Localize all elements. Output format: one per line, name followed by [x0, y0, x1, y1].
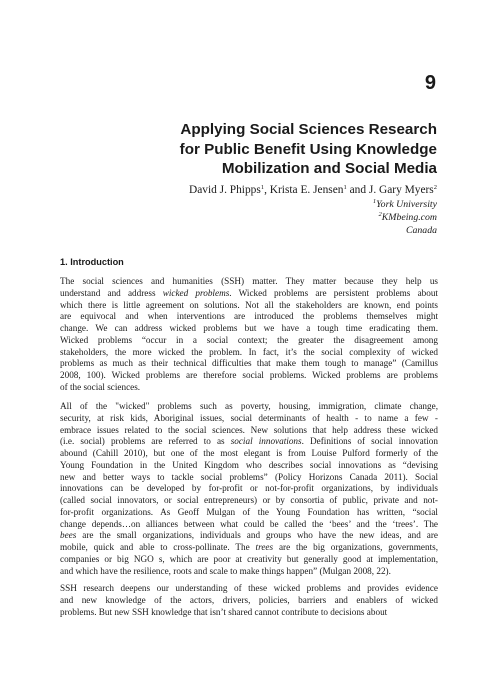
affiliation-name: York University: [376, 199, 437, 210]
affiliation-2: [379, 212, 437, 224]
chapter-title: [117, 120, 437, 179]
author-affiliation-marker: 1: [343, 184, 347, 191]
text-line: [60, 335, 438, 347]
text-line: [60, 300, 438, 312]
text-run: security, at risk kids, Aboriginal issues, social determinants of health - to name a few -: [60, 412, 438, 423]
text-run: The social sciences and humanities (SSH) matter. They matter because they help us: [60, 276, 438, 286]
chapter-number: 9: [424, 72, 436, 94]
text-line: [60, 566, 438, 578]
text-run: which there is little agreement on solutions. Not all the stakeholders are known, end points: [60, 299, 438, 310]
text-line: [60, 347, 438, 359]
text-line: [60, 583, 438, 595]
text-run: stakeholders, the more wicked the problem. In fact, it’s the social complexity of wicked: [60, 346, 438, 357]
text-line: [60, 595, 438, 607]
text-line: [60, 495, 438, 507]
text-line: [60, 288, 438, 300]
text-run: change depends…on alliances between what could be called the ‘bees’ and the ‘trees’. The: [60, 518, 438, 529]
text-run: Wicked problems “occur in a social context; the greater the disagreement among: [60, 334, 438, 345]
text-run: (called social innovators, or social entrepreneurs) or by consortia of public, private and not-: [60, 495, 438, 505]
text-run: . Wicked problems are persistent problems about: [229, 287, 438, 298]
affiliation-marker: 2: [378, 211, 382, 218]
chapter-title-line: Applying Social Sciences Research: [180, 121, 437, 138]
author-name: J. Gary Myers: [368, 184, 434, 196]
chapter-title-line: Mobilization and Social Media: [221, 160, 437, 177]
paragraph: [60, 401, 438, 577]
affiliation-name: KMbeing.com: [381, 212, 437, 223]
text-line: [60, 370, 438, 382]
text-run: problems as much as their technical difficulties that make them tough to manage” (Camillus: [60, 358, 438, 369]
text-line: [60, 413, 438, 425]
text-run: understand and address: [60, 287, 163, 298]
text-run: problems. But new SSH knowledge that isn’t shared cannot contribute to decisions about: [60, 606, 388, 617]
text-line: [60, 382, 438, 394]
text-line: [60, 483, 438, 495]
text-run: SSH research deepens our understanding of these wicked problems and provides evidence: [60, 583, 438, 593]
text-line: [60, 311, 438, 323]
text-line: [60, 530, 438, 542]
text-line: [60, 554, 438, 566]
text-line: [60, 425, 438, 437]
author-separator: ,: [264, 184, 270, 196]
text-run: of the social sciences.: [60, 381, 141, 392]
text-run: . Definitions of social innovation: [301, 436, 438, 447]
text-run: are the small organizations, individuals and groups who have the new ideas, and are: [76, 530, 438, 541]
affiliation-country: Canada: [405, 225, 437, 236]
text-run: change. We can address wicked problems but we have a tough time eradicating them.: [60, 323, 438, 333]
text-line: [60, 448, 438, 460]
text-run: are the big organizations, governments,: [273, 542, 438, 552]
text-run: and new knowledge of the actors, drivers, policies, barriers and enablers of wicked: [60, 594, 438, 605]
author-name: Krista E. Jensen: [269, 184, 344, 196]
text-line: [60, 358, 438, 370]
text-run: and which have the resilience, roots and scale to make things happen” (Mulgan 2008, 22).: [60, 565, 391, 576]
text-run: new and better ways to tackle social problems” (Policy Horizons Canada 2011). Social: [60, 471, 438, 482]
paragraph: [60, 276, 438, 394]
text-run: Young Foundation in the United Kingdom who describes social innovations as “devising: [60, 459, 438, 470]
author-affiliation-marker: 2: [433, 184, 437, 191]
italic-term: trees: [255, 542, 274, 552]
chapter-title-line: for Public Benefit Using Knowledge: [179, 140, 437, 158]
italic-term: social innovations: [230, 436, 302, 447]
text-run: are equivocal and when interventions are introduced the problems themselves might: [60, 311, 438, 322]
text-run: 2008, 100). Wicked problems are therefore social problems. Wicked problems are problems: [60, 370, 438, 380]
text-line: [60, 401, 438, 413]
text-line: [60, 460, 438, 472]
author-name: David J. Phipps: [188, 184, 261, 196]
text-line: [60, 519, 438, 531]
text-run: companies or big NGO s, which are poor at creativity but generally good at implementation,: [60, 553, 438, 564]
affiliation-marker: 1: [372, 198, 377, 205]
text-run: abound (Cahill 2010), but one of the most elegant is from Louise Pulford formerly of the: [60, 448, 438, 458]
text-run: mobile, quick and able to cross-pollinate. The: [60, 542, 256, 552]
author-affiliation-marker: 1: [260, 184, 265, 191]
text-run: for-profit organizations. As Geoff Mulgan of the Young Foundation has written, “social: [60, 506, 438, 517]
author-list: [189, 183, 437, 198]
text-line: [60, 436, 438, 448]
affiliation-1: [373, 199, 437, 211]
italic-term: bees: [60, 530, 77, 541]
paragraph: [60, 583, 438, 618]
text-line: [60, 607, 438, 619]
text-line: [60, 542, 438, 554]
text-run: (i.e. social) problems are referred to as: [60, 436, 231, 447]
italic-term: wicked problems: [162, 287, 230, 298]
text-line: [60, 276, 438, 288]
text-line: [60, 472, 438, 484]
text-run: innovations can be developed by for-profit or not-for-profit organizations, by individuals: [60, 483, 438, 494]
text-run: embrace issues related to the social sciences. New solutions that help address these wicked: [60, 424, 438, 435]
author-separator: and: [346, 184, 369, 196]
text-line: [60, 323, 438, 335]
text-line: [60, 507, 438, 519]
text-run: All of the "wicked" problems such as poverty, housing, immigration, climate change,: [60, 401, 438, 411]
section-heading: 1. Introduction: [60, 257, 124, 267]
